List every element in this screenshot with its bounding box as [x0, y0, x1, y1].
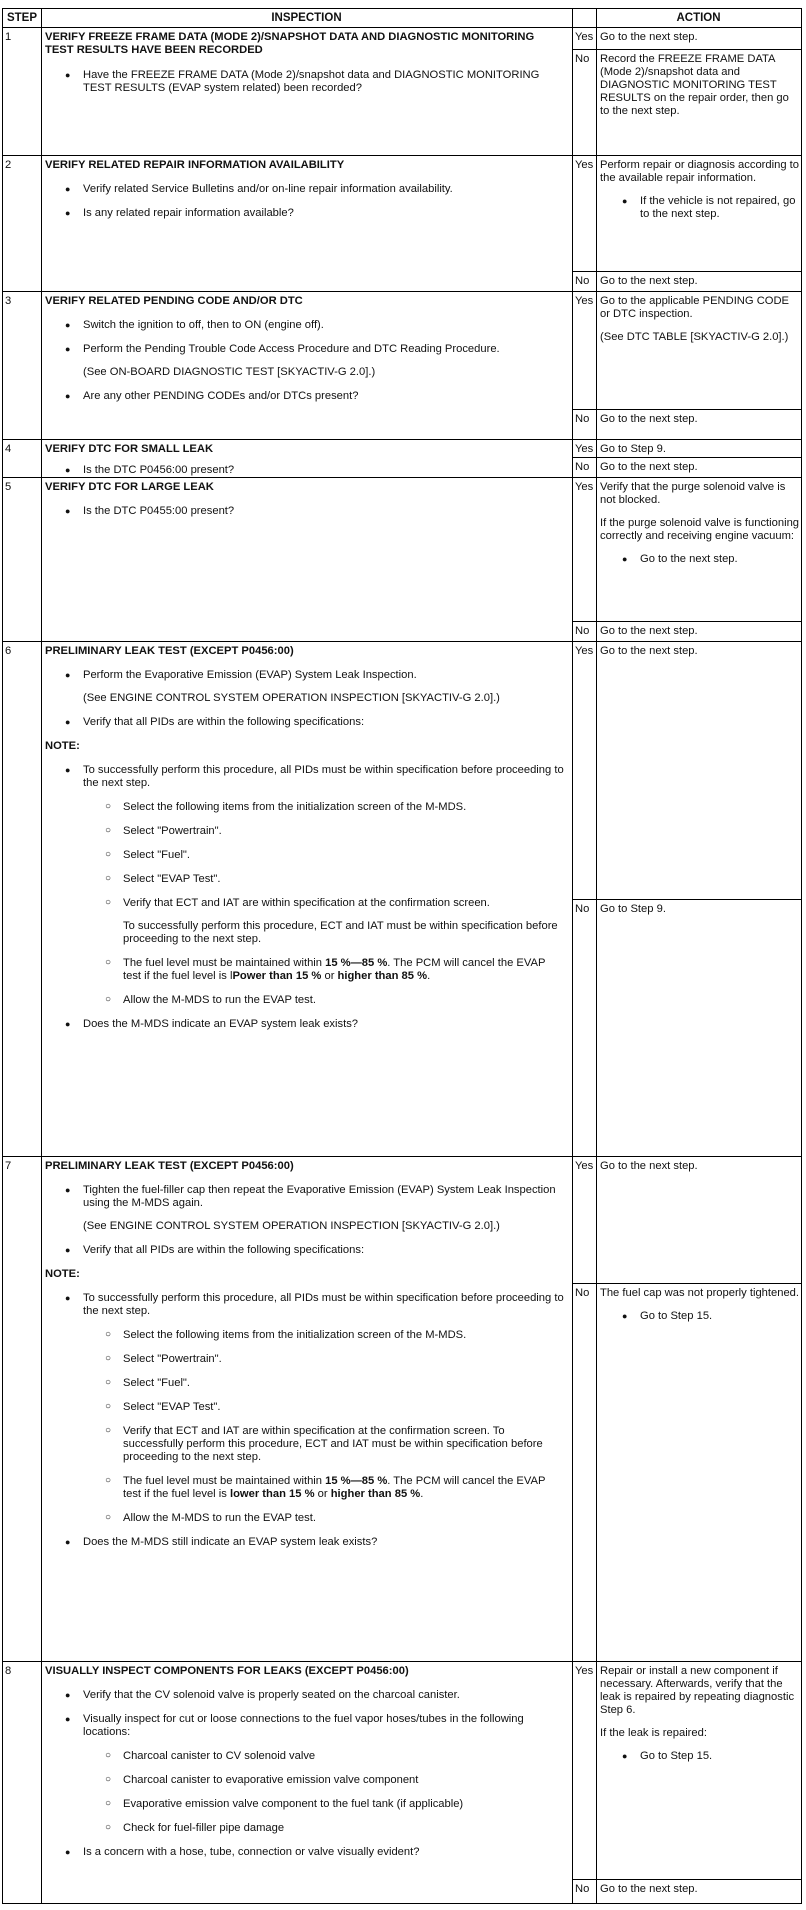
text-run: . The PCM will cancel the EVAP test if the fuel level is: [123, 1475, 546, 1500]
sub-item: ○ Evaporative emission valve component to the fuel tank (if applicable): [45, 1798, 565, 1811]
step-5-action-yes: [600, 481, 800, 566]
step-3-content: [45, 295, 565, 403]
reference-note: (See ENGINE CONTROL SYSTEM OPERATION INSPECTION [SKYACTIV-G 2.0].): [83, 692, 500, 704]
action-no: Go to Step 9.: [600, 903, 666, 915]
sub-item: ○ Check for fuel-filler pipe damage: [45, 1822, 565, 1835]
action-yes: Go to Step 9.: [600, 443, 666, 455]
step-2-action-yes: [600, 159, 800, 221]
no-label: No: [575, 625, 590, 637]
note-heading: NOTE:: [45, 1268, 80, 1280]
note-item: ● To successfully perform this procedure, all PIDs must be within specification before proceeding to the next step.: [45, 764, 565, 790]
step-2-content: [45, 159, 565, 220]
inspection-item: ● Is a concern with a hose, tube, connection or valve visually evident?: [45, 1846, 565, 1859]
inspection-item: ● Does the M-MDS indicate an EVAP system leak exists?: [45, 1018, 565, 1031]
column-divider: [41, 9, 42, 1903]
step-number: 4: [5, 443, 12, 455]
inspection-item: ● Is any related repair information available?: [45, 207, 565, 220]
step-number: 8: [5, 1665, 12, 1677]
inspection-item: ● Are any other PENDING CODEs and/or DTCs present?: [45, 390, 565, 403]
inspection-item: ● Does the M-MDS still indicate an EVAP system leak exists?: [45, 1536, 565, 1549]
text-run-bold: 15 %—85 %: [325, 957, 388, 969]
action-no: The fuel cap was not properly tightened.: [600, 1287, 800, 1299]
step-number: 6: [5, 645, 12, 657]
yes-no-divider: [572, 409, 801, 410]
action-bullet: ● Go to the next step.: [600, 553, 800, 566]
yes-label: Yes: [575, 31, 594, 43]
yes-no-divider: [572, 271, 801, 272]
sub-item: ○ Charcoal canister to evaporative emission valve component: [45, 1774, 565, 1787]
step-7-content: [45, 1160, 565, 1658]
header-action: ACTION: [676, 12, 721, 24]
step-8-action-yes: [600, 1665, 800, 1763]
inspection-item: ● Tighten the fuel-filler cap then repeat the Evaporative Emission (EVAP) System Leak Inspection using the M-MDS again.: [45, 1184, 565, 1210]
note-heading: NOTE:: [45, 740, 80, 752]
row-divider: [3, 155, 801, 156]
no-label: No: [575, 1287, 590, 1299]
inspection-item: ● Is the DTC P0455:00 present?: [45, 505, 565, 518]
sub-item: ○ Select the following items from the initialization screen of the M-MDS.: [45, 1329, 565, 1342]
inspection-item: ● Perform the Evaporative Emission (EVAP) System Leak Inspection.: [45, 669, 565, 682]
action-no: Go to the next step.: [600, 413, 698, 425]
note-item: ● To successfully perform this procedure, all PIDs must be within specification before proceeding to the next step.: [45, 1292, 565, 1318]
sub-item: ○ Allow the M-MDS to run the EVAP test.: [45, 994, 565, 1007]
sub-item: ○ Select "EVAP Test".: [45, 873, 565, 886]
inspection-item: ● Verify related Service Bulletins and/or on-line repair information availability.: [45, 183, 565, 196]
inspection-item: ● Is the DTC P0456:00 present?: [45, 464, 565, 477]
action-note: (See DTC TABLE [SKYACTIV-G 2.0].): [600, 331, 789, 343]
action-yes: Repair or install a new component if necessary. Afterwards, verify that the leak is repaired by repeating diagnostic Step 6.: [600, 1665, 795, 1716]
yes-label: Yes: [575, 159, 594, 171]
action-yes: Go to the next step.: [600, 31, 698, 43]
sub-item: ○ Allow the M-MDS to run the EVAP test.: [45, 1512, 565, 1525]
row-divider: [3, 291, 801, 292]
step-title: VISUALLY INSPECT COMPONENTS FOR LEAKS (EXCEPT P0456:00): [45, 1665, 409, 1677]
inspection-item: ● Verify that the CV solenoid valve is properly seated on the charcoal canister.: [45, 1689, 565, 1702]
column-divider: [596, 9, 597, 1903]
sub-item: ○ Select "Powertrain".: [45, 825, 565, 838]
step-title: VERIFY DTC FOR LARGE LEAK: [45, 481, 214, 493]
sub-item: ○ Charcoal canister to CV solenoid valve: [45, 1750, 565, 1763]
step-title: PRELIMINARY LEAK TEST (EXCEPT P0456:00): [45, 645, 294, 657]
step-number: 2: [5, 159, 12, 171]
yes-label: Yes: [575, 481, 594, 493]
yes-label: Yes: [575, 1160, 594, 1172]
action-no: Record the FREEZE FRAME DATA (Mode 2)/snapshot data and DIAGNOSTIC MONITORING TEST RESULTS on the repair order, then go to the next step.: [600, 53, 789, 117]
no-label: No: [575, 903, 590, 915]
action-no: Go to the next step.: [600, 461, 698, 473]
text-run: .: [427, 970, 431, 982]
text-run-bold: 15 %—85 %: [325, 1475, 388, 1487]
yes-no-divider: [572, 1283, 801, 1284]
step-number: 5: [5, 481, 12, 493]
action-yes: Go to the next step.: [600, 645, 698, 657]
action-yes: Go to the next step.: [600, 1160, 698, 1172]
yes-no-divider: [572, 1879, 801, 1880]
action-yes: Go to the applicable PENDING CODE or DTC inspection.: [600, 295, 790, 320]
yes-no-divider: [572, 457, 801, 458]
sub-item: ○ Select the following items from the initialization screen of the M-MDS.: [45, 801, 565, 814]
yes-label: Yes: [575, 645, 594, 657]
yes-no-divider: [572, 899, 801, 900]
inspection-item: ● Switch the ignition to off, then to ON (engine off).: [45, 319, 565, 332]
text-run-bold: higher than 85 %: [337, 970, 428, 982]
inspection-table: [2, 8, 802, 1904]
inspection-item: ● Verify that all PIDs are within the following specifications:: [45, 716, 565, 729]
sub-item-fuel-level: [45, 1475, 565, 1501]
yes-no-divider: [572, 621, 801, 622]
row-divider: [3, 439, 801, 440]
inspection-item: ● Perform the Pending Trouble Code Access Procedure and DTC Reading Procedure.: [45, 343, 565, 356]
sub-note: To successfully perform this procedure, ECT and IAT must be within specification before proceeding to the next step.: [123, 920, 558, 945]
yes-label: Yes: [575, 1665, 594, 1677]
reference-note: (See ON-BOARD DIAGNOSTIC TEST [SKYACTIV-G 2.0].): [83, 366, 376, 378]
row-divider: [3, 1156, 801, 1157]
step-number: 3: [5, 295, 12, 307]
text-run: . The PCM will cancel the EVAP test if the fuel level is l: [123, 957, 546, 982]
text-run-bold: lower than 15 %: [229, 1488, 315, 1500]
text-run-bold: higher than 85 %: [330, 1488, 421, 1500]
no-label: No: [575, 461, 590, 473]
yes-no-divider: [572, 49, 801, 50]
step-5-content: [45, 481, 565, 518]
action-yes: Perform repair or diagnosis according to the available repair information.: [600, 159, 799, 184]
text-run: The fuel level must be maintained within: [123, 957, 326, 969]
no-label: No: [575, 53, 590, 65]
action-no: Go to the next step.: [600, 1883, 698, 1895]
step-number: 1: [5, 31, 12, 43]
step-1-content: [45, 31, 565, 95]
action-bullet: ● If the vehicle is not repaired, go to the next step.: [600, 195, 800, 221]
text-run: The fuel level must be maintained within: [123, 1475, 326, 1487]
step-title: VERIFY FREEZE FRAME DATA (MODE 2)/SNAPSHOT DATA AND DIAGNOSTIC MONITORING TEST RESULTS HAVE BEEN RECORDED: [45, 31, 535, 56]
row-divider: [3, 641, 801, 642]
no-label: No: [575, 275, 590, 287]
step-number: 7: [5, 1160, 12, 1172]
reference-note: (See ENGINE CONTROL SYSTEM OPERATION INSPECTION [SKYACTIV-G 2.0].): [83, 1220, 500, 1232]
inspection-item: ● Verify that all PIDs are within the following specifications:: [45, 1244, 565, 1257]
step-title: VERIFY DTC FOR SMALL LEAK: [45, 443, 214, 455]
column-divider: [572, 9, 573, 1903]
step-7-action-no: [600, 1287, 800, 1323]
action-no: Go to the next step.: [600, 625, 698, 637]
step-title: VERIFY RELATED PENDING CODE AND/OR DTC: [45, 295, 303, 307]
sub-item-fuel-level: [45, 957, 565, 983]
step-8-content: [45, 1665, 565, 1903]
sub-item: ○ Verify that ECT and IAT are within specification at the confirmation screen.: [45, 897, 565, 910]
yes-label: Yes: [575, 295, 594, 307]
action-bullet: ● Go to Step 15.: [600, 1310, 800, 1323]
sub-item: ○ Select "Fuel".: [45, 849, 565, 862]
text-run: or: [321, 970, 338, 982]
text-run: .: [420, 1488, 424, 1500]
sub-item: ○ Select "Fuel".: [45, 1377, 565, 1390]
step-6-content: [45, 645, 565, 1153]
row-divider: [3, 477, 801, 478]
action-yes: Verify that the purge solenoid valve is not blocked.: [600, 481, 786, 506]
text-run-bold: Power than 15 %: [232, 970, 322, 982]
action-bullet: ● Go to Step 15.: [600, 1750, 800, 1763]
step-title: PRELIMINARY LEAK TEST (EXCEPT P0456:00): [45, 1160, 294, 1172]
sub-item: ○ Verify that ECT and IAT are within specification at the confirmation screen. To successfully perform this procedure, ECT and IAT must be within specification before proceeding to the next step.: [45, 1425, 565, 1464]
row-divider: [3, 27, 801, 28]
action-no: Go to the next step.: [600, 275, 698, 287]
inspection-item: ● Have the FREEZE FRAME DATA (Mode 2)/snapshot data and DIAGNOSTIC MONITORING TEST RESULTS (EVAP system related) been recorded?: [45, 69, 565, 95]
action-note: If the leak is repaired:: [600, 1727, 707, 1739]
action-note: If the purge solenoid valve is functioning correctly and receiving engine vacuum:: [600, 517, 800, 542]
yes-label: Yes: [575, 443, 594, 455]
sub-item: ○ Select "Powertrain".: [45, 1353, 565, 1366]
step-title: VERIFY RELATED REPAIR INFORMATION AVAILABILITY: [45, 159, 345, 171]
no-label: No: [575, 413, 590, 425]
step-3-action-yes: [600, 295, 800, 344]
text-run: or: [314, 1488, 331, 1500]
row-divider: [3, 1661, 801, 1662]
sub-item: ○ Select "EVAP Test".: [45, 1401, 565, 1414]
header-inspection: INSPECTION: [271, 12, 342, 24]
inspection-item: ● Visually inspect for cut or loose connections to the fuel vapor hoses/tubes in the following locations:: [45, 1713, 565, 1739]
no-label: No: [575, 1883, 590, 1895]
header-step: STEP: [6, 12, 38, 24]
step-4-content: [45, 443, 565, 477]
